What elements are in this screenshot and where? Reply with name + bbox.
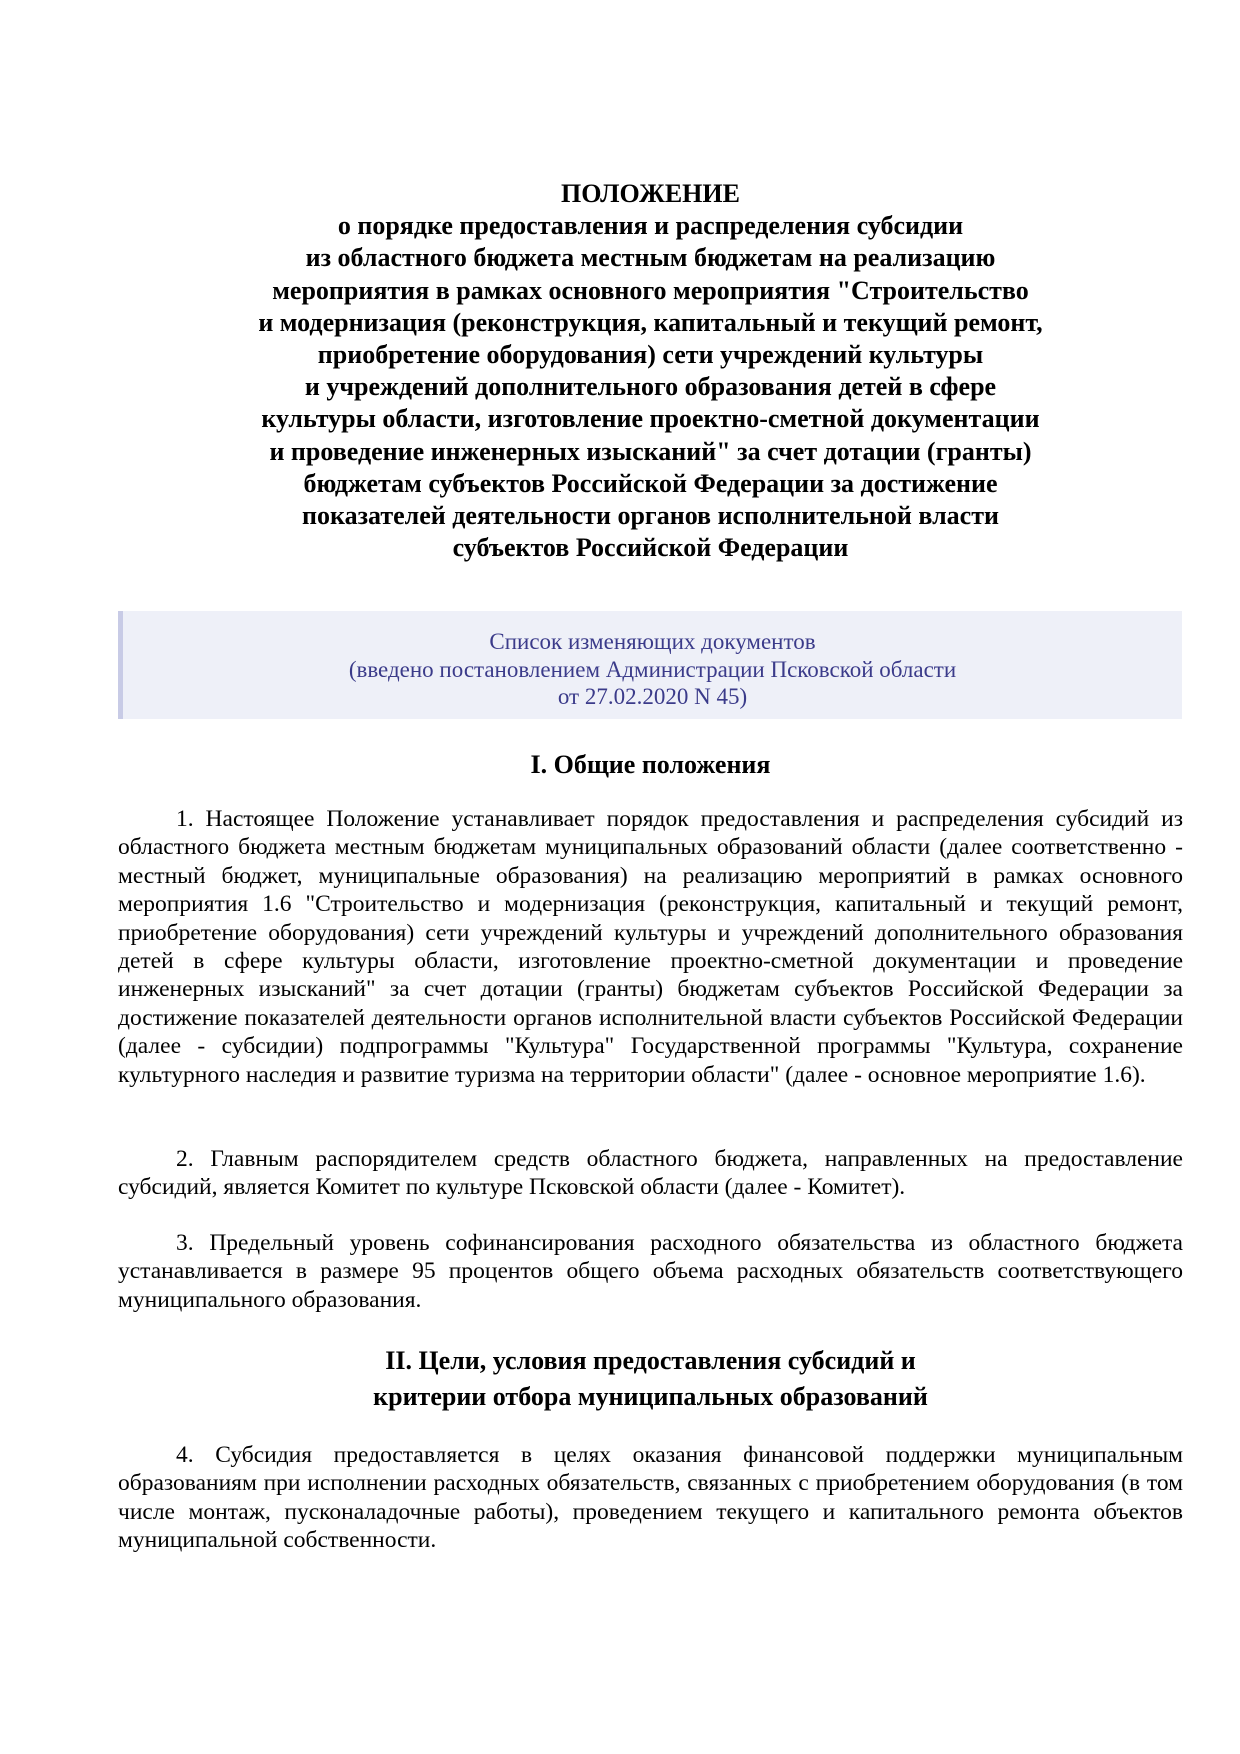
paragraph-2: 2. Главным распорядителем средств областного бюджета, направленных на предоставление субсидий, является Комитет по культуре Псковской области (далее - Комитет). (118, 1146, 1183, 1201)
section-2-heading-line: II. Цели, условия предоставления субсидий и (385, 1346, 916, 1375)
title-line: мероприятия в рамках основного мероприятия "Строительство (272, 275, 1029, 305)
revision-source: (введено постановлением Администрации Псковской области (348, 656, 957, 682)
paragraph-4: 4. Субсидия предоставляется в целях оказания финансовой поддержки муниципальным образованиям при исполнении расходных обязательств, связанных с приобретением оборудования (в том числе монтаж, пусконаладочные работы), проведением текущего и капитального ремонта объектов муниципальной собственности. (118, 1442, 1183, 1554)
paragraph-1: 1. Настоящее Положение устанавливает порядок предоставления и распределения субсидий из областного бюджета местным бюджетам муниципальных образований области (далее соответственно - местный бюджет, муниципальные образования) на реализацию мероприятий в рамках основного мероприятия 1.6 "Строительство и модернизация (реконструкция, капитальный и текущий ремонт, приобретение оборудования) сети учреждений культуры и учреждений дополнительного образования детей в сфере культуры области, изготовление проектно-сметной документации и проведение инженерных изысканий" за счет дотации (гранты) бюджетам субъектов Российской Федерации за достижение показателей деятельности органов исполнительной власти субъектов Российской Федерации (далее - субсидии) подпрограммы "Культура" Государственной программы "Культура, сохранение культурного наследия и развитие туризма на территории области" (далее - основное мероприятие 1.6). (118, 806, 1183, 1088)
title-line: ПОЛОЖЕНИЕ (561, 179, 740, 208)
title-line: и учреждений дополнительного образования детей в сфере (304, 372, 997, 402)
title-line: приобретение оборудования) сети учреждений культуры (317, 340, 984, 370)
title-line: показателей деятельности органов исполнительной власти (302, 501, 999, 531)
document-title (118, 178, 1183, 564)
title-line: и модернизация (реконструкция, капитальный и текущий ремонт, (258, 307, 1043, 337)
revision-date: от 27.02.2020 N 45) (557, 684, 748, 709)
section-heading (118, 1343, 1183, 1415)
revision-list-text (123, 628, 1182, 711)
title-line: культуры области, изготовление проектно-сметной документации (261, 404, 1040, 434)
title-line: субъектов Российской Федерации (452, 533, 849, 563)
revision-list-box (118, 611, 1182, 719)
title-line: и проведение инженерных изысканий" за счет дотации (гранты) (269, 436, 1032, 466)
title-line: из областного бюджета местным бюджетам на реализацию (305, 243, 996, 273)
title-line: о порядке предоставления и распределения субсидии (337, 211, 964, 241)
paragraph-3: 3. Предельный уровень софинансирования расходного обязательства из областного бюджета устанавливается в размере 95 процентов общего объема расходных обязательств соответствующего муниципального образования. (118, 1230, 1183, 1313)
revision-list-heading: Список изменяющих документов (489, 629, 816, 654)
section-heading (118, 747, 1183, 783)
title-line: бюджетам субъектов Российской Федерации за достижение (303, 468, 998, 498)
section-1-heading: I. Общие положения (530, 750, 771, 779)
section-2-heading-line: критерии отбора муниципальных образований (373, 1382, 928, 1411)
